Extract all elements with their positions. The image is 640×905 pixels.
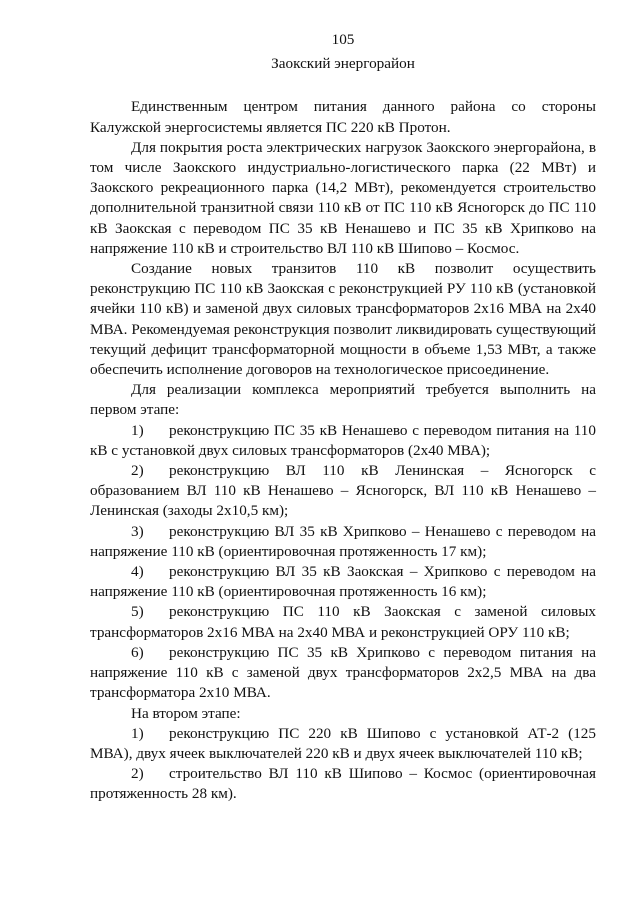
list-item-number: 4)	[131, 563, 144, 581]
document-page	[90, 30, 596, 805]
list-item-text: реконструкцию ВЛ 110 кВ Ленинская – Ясногорск с образованием ВЛ 110 кВ Ненашево – Ясногорск, ВЛ 110 кВ Ненашево – Ленинская (заходы 2х10,5 км);	[90, 462, 596, 520]
list-item-text: реконструкцию ВЛ 35 кВ Хрипково – Ненашево с переводом на напряжение 110 кВ (ориентировочная протяженность 17 км);	[90, 522, 596, 560]
list-item	[90, 643, 596, 704]
list-item	[90, 602, 596, 642]
list-item-text: реконструкцию ПС 220 кВ Шипово с установкой АТ-2 (125 МВА), двух ячеек выключателей 220 кВ и двух ячеек выключателей 110 кВ;	[90, 724, 596, 762]
list-item-number: 2)	[131, 765, 144, 783]
stage2-list	[90, 724, 596, 805]
list-item-text: реконструкцию ПС 35 кВ Хрипково с переводом питания на напряжение 110 кВ с заменой двух трансформаторов 2х2,5 МВА на два трансформатора 2х10 МВА.	[90, 643, 596, 702]
list-item	[90, 522, 596, 562]
stage2-heading: На втором этапе:	[131, 704, 241, 722]
paragraph-load-growth: Для покрытия роста электрических нагрузок Заокского энергорайона, в том числе Заокского индустриально-логистического парка (22 МВт) и Заокского рекреационного парка (14,2 МВт), рекомендуется строительство дополнительной транзитной связи 110 кВ от ПС 110 кВ Ясногорск до ПС 110 кВ Заокская с переводом ПС 35 кВ Ненашево и ПС 35 кВ Хрипково на напряжение 110 кВ и строительство ВЛ 110 кВ Шипово – Космос.	[90, 138, 596, 257]
list-item-number: 3)	[131, 522, 144, 540]
list-item	[90, 461, 596, 522]
list-item-text: строительство ВЛ 110 кВ Шипово – Космос (ориентировочная протяженность 28 км).	[90, 765, 596, 803]
list-item-number: 6)	[131, 643, 144, 661]
list-item	[90, 562, 596, 602]
list-item-number: 2)	[131, 462, 144, 480]
list-item-text: реконструкцию ПС 35 кВ Ненашево с переводом питания на 110 кВ с установкой двух силовых трансформаторов (2х40 МВА);	[90, 421, 596, 459]
list-item-number: 1)	[131, 421, 144, 439]
list-item	[90, 421, 596, 461]
paragraph-stage1-intro: Для реализации комплекса мероприятий требуется выполнить на первом этапе:	[90, 381, 596, 419]
list-item-text: реконструкцию ПС 110 кВ Заокская с заменой силовых трансформаторов 2х16 МВА на 2х40 МВА и реконструкцией ОРУ 110 кВ;	[90, 603, 596, 641]
page-number: 105	[331, 31, 355, 48]
list-item-number: 1)	[131, 724, 144, 742]
section-title: Заокский энергорайон	[271, 55, 415, 73]
paragraph-power-center: Единственным центром питания данного района со стороны Калужской энергосистемы является ПС 220 кВ Протон.	[90, 98, 596, 136]
list-item	[90, 724, 596, 764]
stage1-list	[90, 421, 596, 704]
paragraph-new-transits: Создание новых транзитов 110 кВ позволит осуществить реконструкцию ПС 110 кВ Заокская с реконструкцией РУ 110 кВ (установкой ячейки 110 кВ) и заменой двух силовых трансформаторов 2х16 МВА на 2х40 МВА. Рекомендуемая реконструкция позволит ликвидировать существующий текущий дефицит трансформаторной мощности в объеме 1,53 МВт, а также обеспечить исполнение договоров на технологическое присоединение.	[90, 260, 596, 379]
list-item-text: реконструкцию ВЛ 35 кВ Заокская – Хрипково с переводом на напряжение 110 кВ (ориентировочная протяженность 16 км);	[90, 563, 596, 601]
list-item-number: 5)	[131, 603, 144, 621]
list-item	[90, 764, 596, 804]
